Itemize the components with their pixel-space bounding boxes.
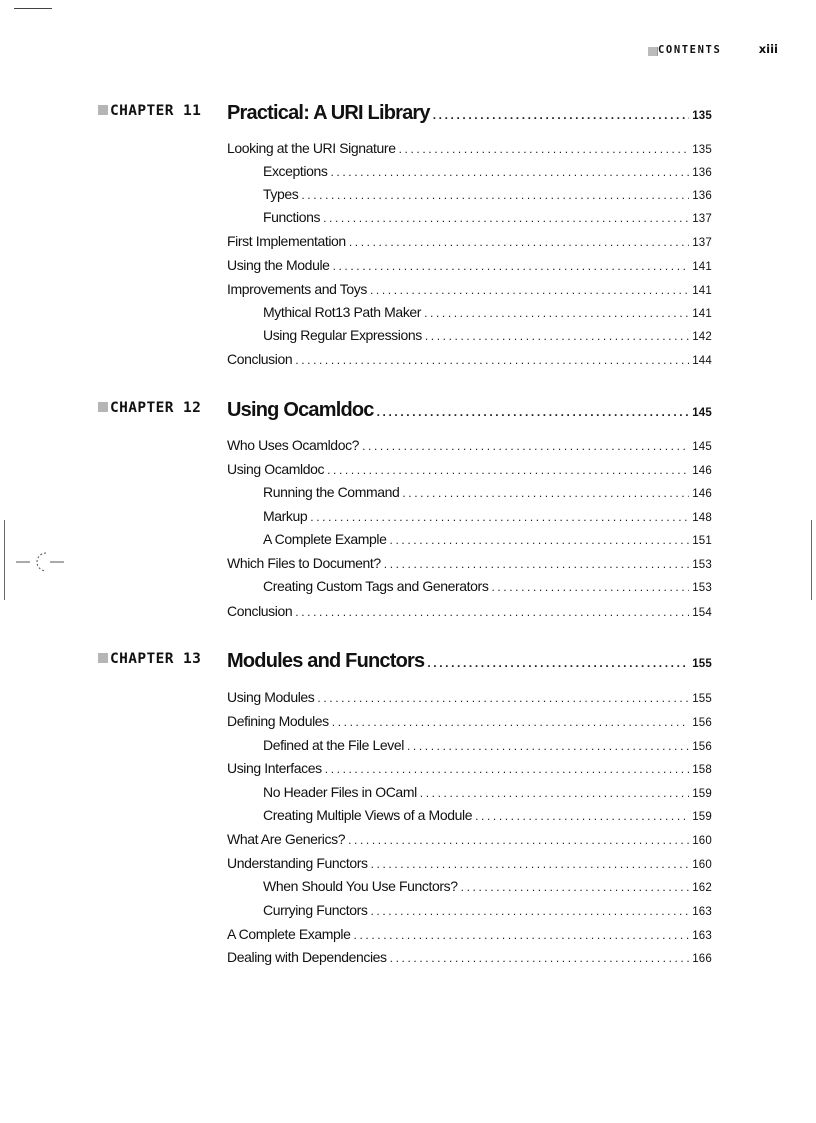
dot-leader [370, 281, 689, 299]
dot-leader [317, 689, 689, 707]
dot-leader [362, 437, 689, 455]
dot-leader [310, 508, 689, 526]
page-edge-line [4, 520, 5, 600]
toc-subentry[interactable]: When Should You Use Functors? ..... 162 [263, 877, 712, 897]
dot-leader [295, 351, 689, 369]
toc-subentry[interactable]: No Header Files in OCaml ..... 159 [263, 783, 712, 803]
dot-leader [354, 926, 690, 944]
dot-leader [402, 484, 689, 502]
dot-leader [390, 531, 690, 549]
dot-leader [349, 233, 689, 251]
toc-subentry[interactable]: Markup ..... 148 [263, 507, 712, 527]
dot-leader [325, 760, 689, 778]
toc-subentry[interactable]: Running the Command ..... 146 [263, 483, 712, 503]
toc-entry[interactable]: Understanding Functors ..... 160 [227, 854, 712, 874]
toc-entry[interactable]: Which Files to Document? ..... 153 [227, 554, 712, 574]
dot-leader [377, 399, 690, 425]
dot-leader [425, 327, 689, 345]
page-number: 135 [692, 110, 712, 122]
running-head-page-number: xiii [758, 42, 778, 56]
dot-leader [491, 578, 689, 596]
square-bullet-icon [98, 653, 108, 663]
square-bullet-icon [98, 402, 108, 412]
dot-leader [370, 902, 689, 920]
dot-leader [333, 257, 690, 275]
dot-leader [332, 713, 689, 731]
dot-leader [399, 140, 690, 158]
dot-leader [461, 878, 690, 896]
dot-leader [327, 461, 689, 479]
dot-leader [323, 209, 689, 227]
running-head-section: CONTENTS [658, 44, 722, 56]
dot-leader [407, 737, 689, 755]
chapter-title-entry[interactable] [227, 100, 712, 129]
dot-leader [420, 784, 689, 802]
chapter-title-entry[interactable] [227, 648, 712, 677]
toc-subentry[interactable]: Using Regular Expressions ..... 142 [263, 326, 712, 346]
dot-leader [433, 102, 689, 128]
chapter-label: CHAPTER 13 [98, 648, 201, 670]
toc-entry[interactable]: Looking at the URI Signature ..... 135 [227, 139, 712, 159]
chapter-title: Using Ocamldoc [227, 399, 374, 421]
square-bullet-icon [648, 47, 658, 56]
toc-entry[interactable]: Using Ocamldoc ..... 146 [227, 460, 712, 480]
toc-subentry[interactable]: Defined at the File Level ..... 156 [263, 736, 712, 756]
chapter-label: CHAPTER 12 [98, 397, 201, 419]
page-edge-line [811, 520, 812, 600]
toc-subentry[interactable]: Functions ..... 137 [263, 208, 712, 228]
page-number: 155 [692, 658, 712, 670]
crop-mark [14, 8, 52, 9]
dot-leader [390, 949, 690, 967]
toc-entry[interactable]: A Complete Example ..... 163 [227, 925, 712, 945]
toc-entry[interactable]: Dealing with Dependencies ..... 166 [227, 948, 712, 968]
toc-entry[interactable]: Using Modules ..... 155 [227, 688, 712, 708]
toc-entry[interactable]: Conclusion ..... 154 [227, 602, 712, 622]
chapter-title: Practical: A URI Library [227, 102, 430, 124]
dot-leader [348, 831, 689, 849]
dot-leader [475, 807, 689, 825]
toc-entry[interactable]: Improvements and Toys ..... 141 [227, 280, 712, 300]
dot-leader [301, 186, 689, 204]
chapter-title-entry[interactable] [227, 397, 712, 426]
toc-subentry[interactable]: Creating Custom Tags and Generators ..... 153 [263, 577, 712, 597]
toc-subentry[interactable]: Exceptions ..... 136 [263, 162, 712, 182]
toc-entry[interactable]: Using the Module ..... 141 [227, 256, 712, 276]
registration-mark-icon [16, 545, 64, 579]
toc-entry[interactable]: First Implementation ..... 137 [227, 232, 712, 252]
square-bullet-icon [98, 105, 108, 115]
dot-leader [427, 650, 689, 676]
toc-entry[interactable]: Using Interfaces ..... 158 [227, 759, 712, 779]
toc-subentry[interactable]: Creating Multiple Views of a Module ..... 159 [263, 806, 712, 826]
dot-leader [371, 855, 690, 873]
dot-leader [330, 163, 689, 181]
toc-subentry[interactable]: Mythical Rot13 Path Maker ..... 141 [263, 303, 712, 323]
dot-leader [424, 304, 689, 322]
toc-entry[interactable]: What Are Generics? ..... 160 [227, 830, 712, 850]
toc-entry[interactable]: Defining Modules ..... 156 [227, 712, 712, 732]
chapter-label: CHAPTER 11 [98, 100, 201, 122]
toc-subentry[interactable]: A Complete Example ..... 151 [263, 530, 712, 550]
toc-entry[interactable]: Who Uses Ocamldoc? ..... 145 [227, 436, 712, 456]
chapter-title: Modules and Functors [227, 650, 425, 672]
running-head [648, 44, 778, 60]
toc-subentry[interactable]: Currying Functors ..... 163 [263, 901, 712, 921]
dot-leader [295, 603, 689, 621]
page-number: 145 [692, 407, 712, 419]
toc-subentry[interactable]: Types ..... 136 [263, 185, 712, 205]
toc-entry[interactable]: Conclusion ..... 144 [227, 350, 712, 370]
dot-leader [384, 555, 689, 573]
